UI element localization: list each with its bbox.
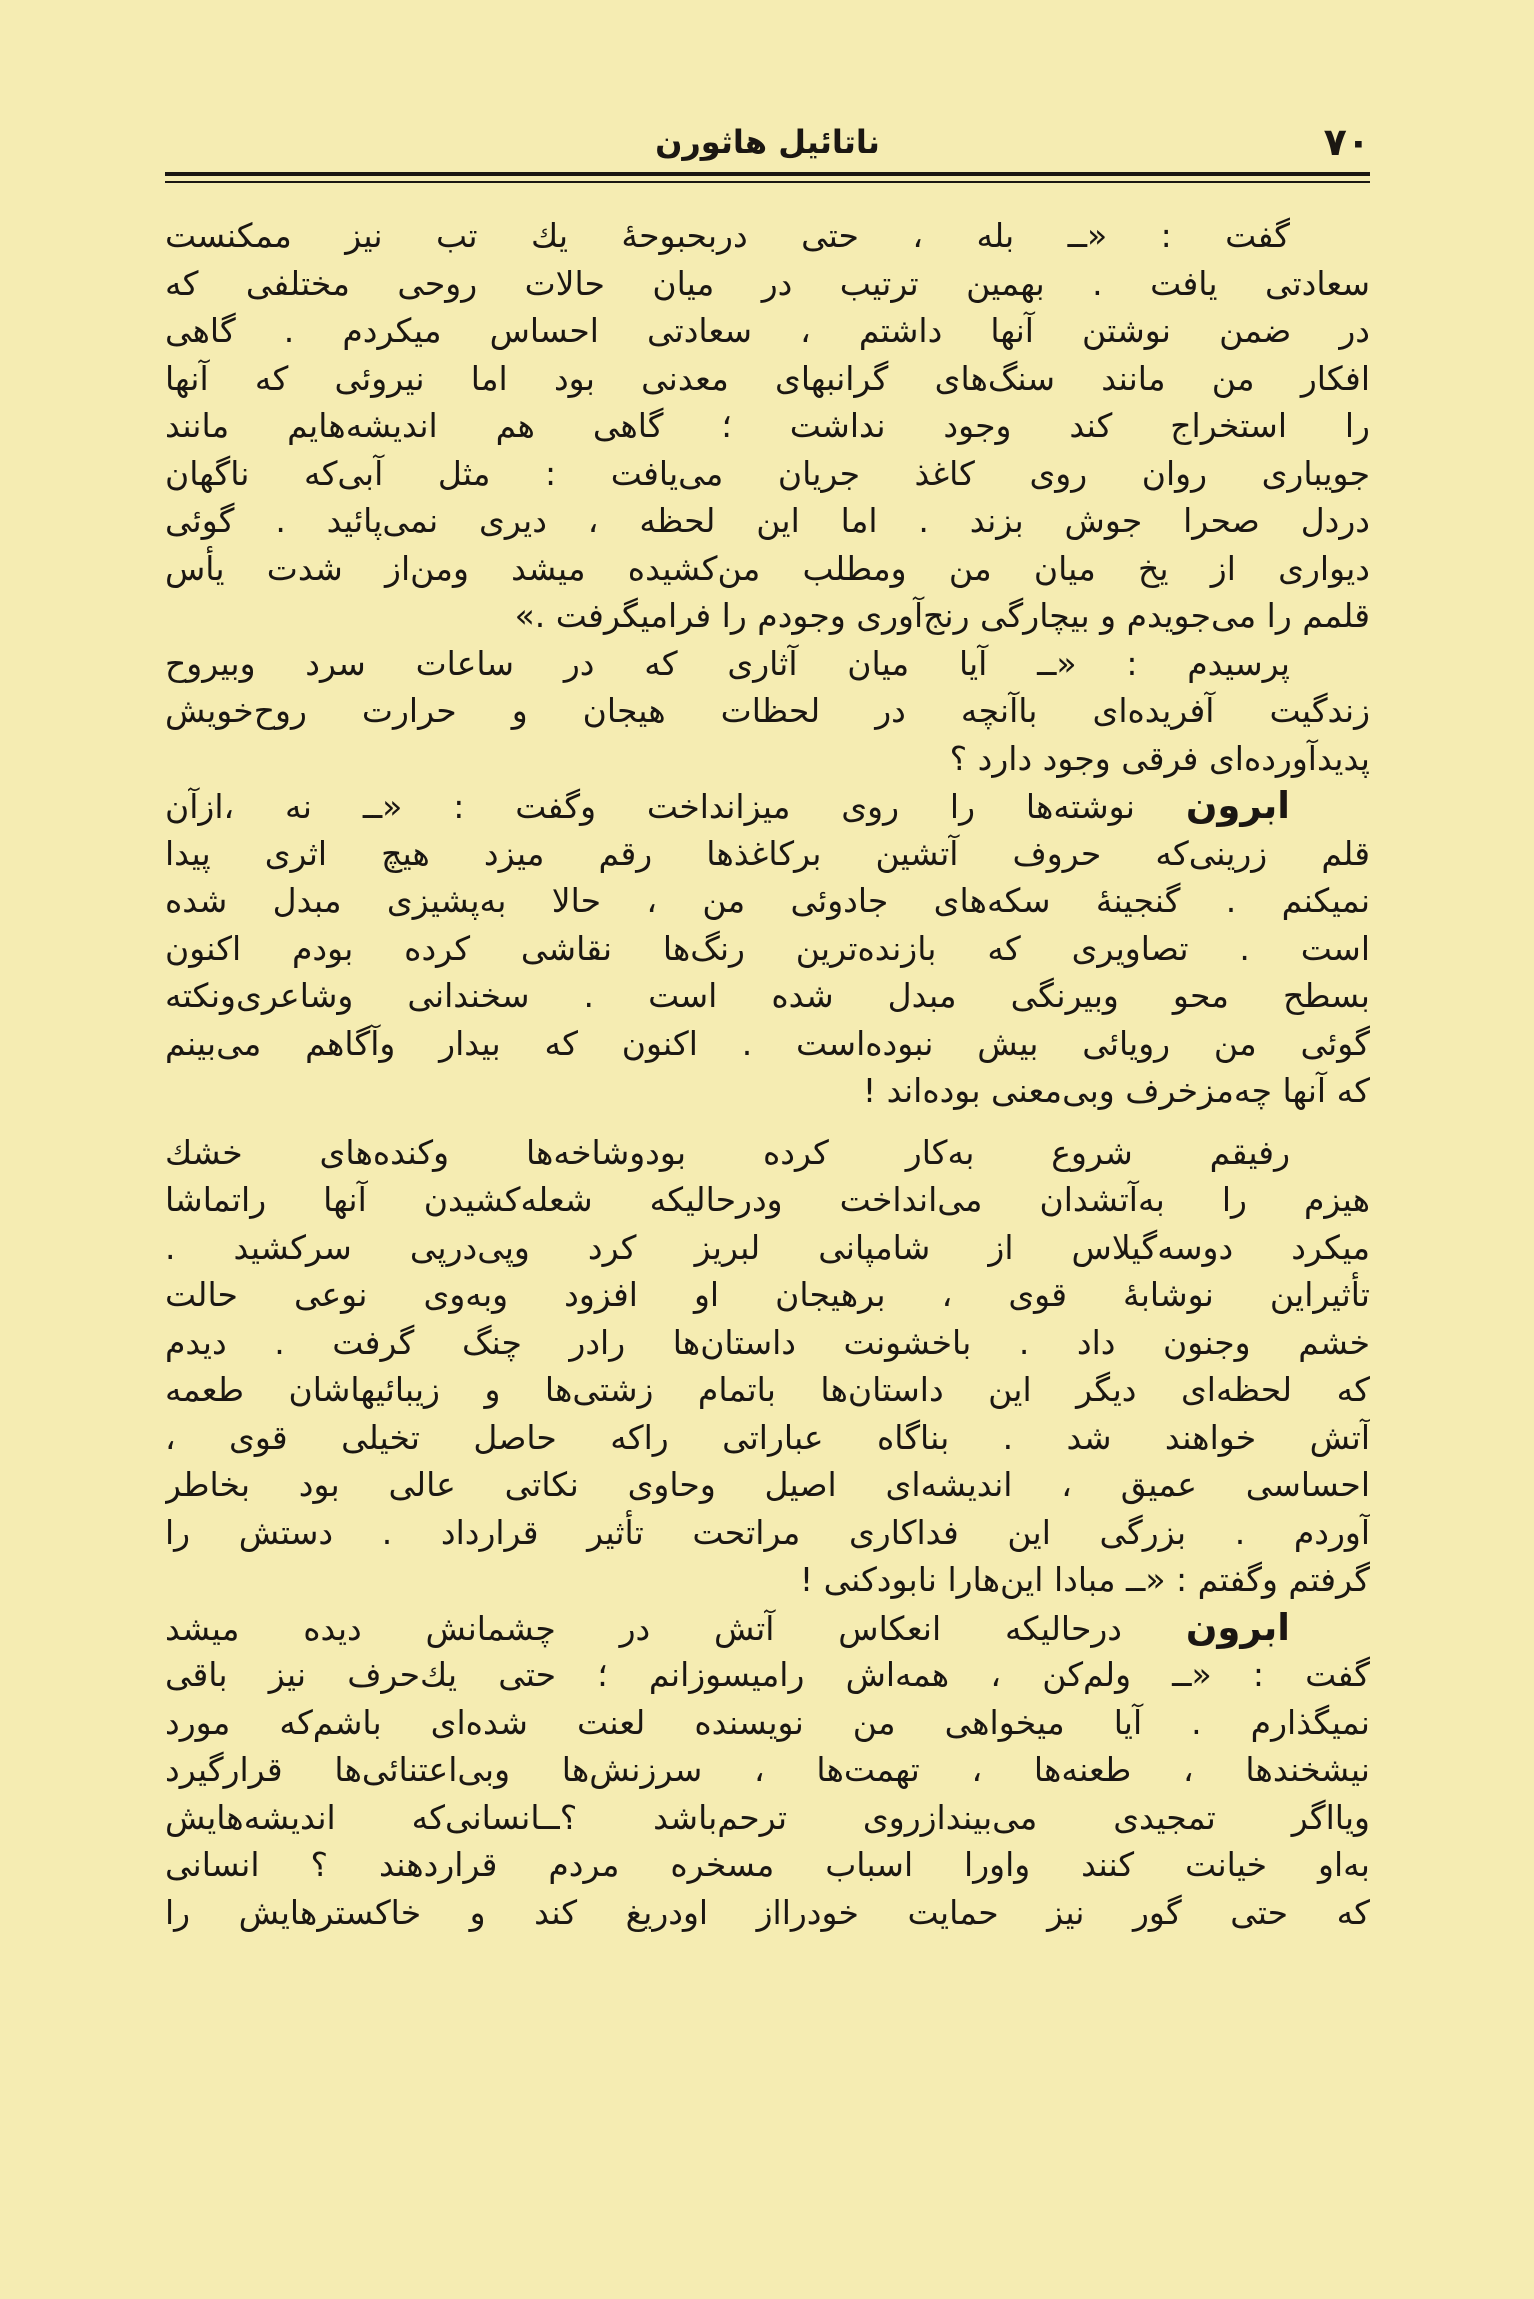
text-line: رفیقم شروع به‌کار کرده بودوشاخه‌ها وکنده‌های خشك bbox=[165, 1132, 1290, 1172]
text-line: زندگیت آفریده‌ای باآنچه در لحظات هیجان و حرارت روح‌خویش bbox=[165, 691, 1370, 730]
text-line-with-keyword bbox=[165, 782, 1370, 830]
text-line: نیشخندها ، طعنه‌ها ، تهمت‌ها ، سرزنش‌ها وبی‌اعتنائی‌ها قرارگیرد bbox=[165, 1750, 1370, 1789]
text-line: خشم وجنون داد . باخشونت داستان‌ها رادر چنگ گرفت . دیدم bbox=[165, 1322, 1370, 1362]
text-line: گرفتم وگفتم : «ــ مبادا این‌هارا نابودکنی ! bbox=[799, 1560, 1370, 1599]
text-line: در ضمن نوشتن آنها داشتم ، سعادتی احساس میکردم . گاهی bbox=[165, 311, 1370, 350]
body-text bbox=[165, 212, 1370, 1936]
text-line: ویااگر تمجیدی می‌بیندازروی ترحم‌باشد ؟ــانسانی‌که اندیشه‌هایش bbox=[165, 1797, 1370, 1837]
text-line: گفت : «ــ بله ، حتی دربحبوحهٔ یك تب نیز ممکنست bbox=[165, 216, 1290, 255]
text-line: دیواری از یخ میان من ومطلب من‌کشیده میشد ومن‌از شدت یأس bbox=[165, 548, 1370, 588]
text-line: بسطح محو وبیرنگی مبدل شده است . سخندانی وشاعری‌ونکته bbox=[165, 976, 1370, 1015]
text-line: سعادتی یافت . بهمین ترتیب در میان حالات روحی مختلفی که bbox=[165, 263, 1370, 303]
text-line: نمیکنم . گنجینهٔ سکه‌های جادوئی من ، حالا به‌پشیزی مبدل شده bbox=[165, 881, 1370, 920]
text-line: پرسیدم : «ــ آیا میان آثاری که در ساعات سرد وبیروح bbox=[165, 643, 1290, 683]
running-title: ناتائیل هاثورن bbox=[655, 123, 880, 161]
text-line-rest: درحالیکه انعکاس آتش در چشمانش دیده میشد bbox=[165, 1608, 1122, 1648]
text-line-with-keyword bbox=[165, 1604, 1370, 1652]
text-line: را استخراج کند وجود نداشت ؛ گاهی هم اندیشه‌هایم مانند bbox=[165, 406, 1370, 445]
text-line: نمیگذارم . آیا میخواهی من نویسنده لعنت شده‌ای باشم‌که مورد bbox=[165, 1702, 1370, 1742]
text-line: افکار من مانند سنگ‌های گرانبهای معدنی بود اما نیروئی که آنها bbox=[165, 358, 1370, 398]
text-line: که حتی گور نیز حمایت خودرااز اودریغ کند و خاکسترهایش را bbox=[165, 1892, 1370, 1932]
text-line: که لحظه‌ای دیگر این داستان‌ها باتمام زشتی‌ها و زیبائیهاشان طعمه bbox=[165, 1370, 1370, 1409]
header-rule-thin bbox=[165, 181, 1370, 183]
text-line: آوردم . بزرگی این فداکاری مراتحت تأثیر قرارداد . دستش را bbox=[165, 1512, 1370, 1552]
text-line: که آنها چه‌مزخرف وبی‌معنی بوده‌اند ! bbox=[862, 1071, 1370, 1110]
text-line: به‌او خیانت کنند واورا اسباب مسخره مردم قراردهند ؟ انسانی bbox=[165, 1845, 1370, 1884]
text-line: میکرد دوسه‌گیلاس از شامپانی لبریز کرد وپی‌درپی سرکشید . bbox=[165, 1227, 1370, 1267]
text-line: پدیدآورده‌ای فرقی وجود دارد ؟ bbox=[949, 738, 1370, 778]
text-line: قلمم را می‌جویدم و بیچارگی رنج‌آوری وجودم را فرامیگرفت .» bbox=[514, 596, 1370, 635]
text-line: است . تصاویری که بازنده‌ترین رنگ‌ها نقاشی کرده بودم اکنون bbox=[165, 928, 1370, 968]
text-line: گفت : «ــ ولم‌کن ، همه‌اش رامیسوزانم ؛ حتی یك‌حرف نیز باقی bbox=[165, 1655, 1370, 1694]
text-line: جویباری روان روی کاغذ جریان می‌یافت : مثل آبی‌که ناگهان bbox=[165, 453, 1370, 493]
speaker-name: ابرون bbox=[1185, 1605, 1290, 1649]
page-header bbox=[165, 118, 1370, 166]
header-rule-thick bbox=[165, 172, 1370, 176]
text-line: آتش خواهند شد . بناگاه عباراتی راکه حاصل تخیلی قوی ، bbox=[165, 1417, 1370, 1457]
text-line: احساسی عمیق ، اندیشه‌ای اصیل وحاوی نکاتی عالی بود بخاطر bbox=[165, 1465, 1370, 1504]
text-line: دردل صحرا جوش بزند . اما این لحظه ، دیری نمی‌پائید . گوئی bbox=[165, 501, 1370, 540]
speaker-name: ابرون bbox=[1185, 784, 1290, 827]
text-line: قلم زرینی‌که حروف آتشین برکاغذها رقم میزد هیچ اثری پیدا bbox=[165, 833, 1370, 873]
text-line: گوئی من رویائی بیش نبوده‌است . اکنون که بیدار وآگاهم می‌بینم bbox=[165, 1023, 1370, 1063]
text-line: هیزم را به‌آتشدان می‌انداخت ودرحالیکه شعله‌کشیدن آنها راتماشا bbox=[165, 1180, 1370, 1219]
page-number: ۷۰ bbox=[1323, 120, 1370, 164]
text-line-rest: نوشته‌ها را روی میزانداخت وگفت : «ــ نه ،ازآن bbox=[165, 787, 1135, 826]
text-line: تأثیراین نوشابهٔ قوی ، برهیجان او افزود وبه‌وی نوعی حالت bbox=[165, 1275, 1370, 1314]
